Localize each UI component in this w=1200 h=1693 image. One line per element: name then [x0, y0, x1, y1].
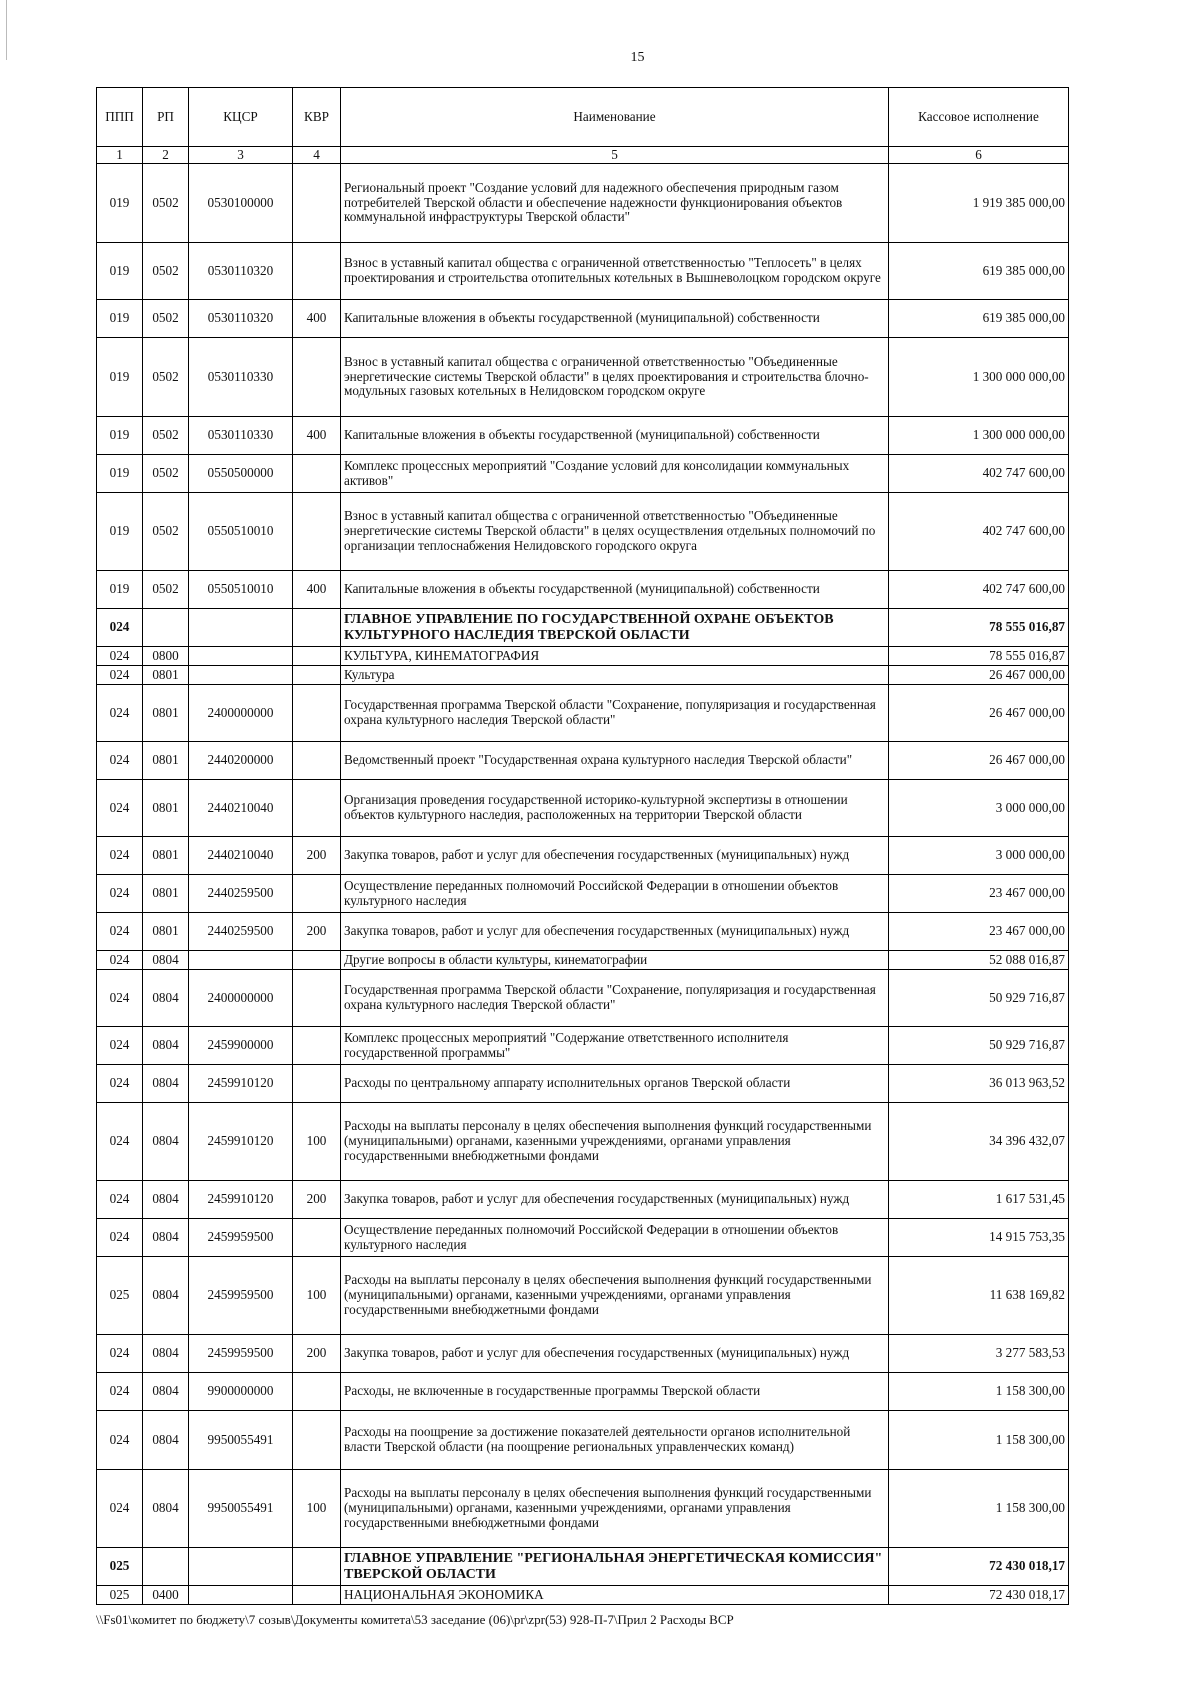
cell-ppp: 019	[97, 571, 143, 609]
table-row	[97, 1470, 1069, 1548]
table-row	[97, 417, 1069, 455]
cell-kcsr: 0530110320	[189, 243, 293, 300]
table-row	[97, 164, 1069, 243]
cell-kvr: 200	[293, 1335, 341, 1373]
table-body	[97, 164, 1069, 1605]
cell-kvr	[293, 875, 341, 913]
table-row	[97, 1219, 1069, 1257]
cell-ppp: 019	[97, 417, 143, 455]
cell-kcsr: 0530110320	[189, 300, 293, 338]
page-number: 15	[630, 50, 645, 65]
cell-amount: 26 467 000,00	[889, 742, 1069, 780]
cell-kcsr: 2400000000	[189, 970, 293, 1027]
cell-kcsr: 2459959500	[189, 1335, 293, 1373]
cell-kvr	[293, 164, 341, 243]
cell-amount: 619 385 000,00	[889, 243, 1069, 300]
cell-kvr	[293, 1548, 341, 1586]
cell-rp: 0804	[143, 1103, 189, 1181]
cell-kcsr	[189, 647, 293, 666]
cell-name: Закупка товаров, работ и услуг для обеспечения государственных (муниципальных) нужд	[341, 913, 889, 951]
cell-name: Осуществление переданных полномочий Российской Федерации в отношении объектов культурного наследия	[341, 1219, 889, 1257]
cell-rp	[143, 1548, 189, 1586]
cell-ppp: 024	[97, 970, 143, 1027]
cell-kcsr	[189, 666, 293, 685]
cell-name: Взнос в уставный капитал общества с ограниченной ответственностью "Объединенные энергетические системы Тверской области" в целях проектирования и строительства блочно-модульных газовых котельных в Нелидовском городском округе	[341, 338, 889, 417]
cell-ppp: 024	[97, 647, 143, 666]
cell-amount: 78 555 016,87	[889, 647, 1069, 666]
cell-ppp: 024	[97, 951, 143, 970]
cell-name: Государственная программа Тверской области "Сохранение, популяризация и государственная охрана культурного наследия Тверской области"	[341, 970, 889, 1027]
header-kvr: КВР	[293, 88, 341, 147]
cell-kcsr: 2459900000	[189, 1027, 293, 1065]
cell-rp: 0804	[143, 1219, 189, 1257]
cell-kcsr: 2459910120	[189, 1065, 293, 1103]
cell-kcsr: 2400000000	[189, 685, 293, 742]
cell-name: Государственная программа Тверской области "Сохранение, популяризация и государственная охрана культурного наследия Тверской области"	[341, 685, 889, 742]
cell-kcsr: 0530100000	[189, 164, 293, 243]
cell-ppp: 024	[97, 1335, 143, 1373]
expenditure-table	[96, 87, 1069, 1605]
cell-rp: 0502	[143, 164, 189, 243]
cell-name: ГЛАВНОЕ УПРАВЛЕНИЕ ПО ГОСУДАРСТВЕННОЙ ОХРАНЕ ОБЪЕКТОВ КУЛЬТУРНОГО НАСЛЕДИЯ ТВЕРСКОЙ ОБЛАСТИ	[341, 609, 889, 647]
cell-kvr: 200	[293, 913, 341, 951]
cell-kcsr: 9900000000	[189, 1373, 293, 1411]
cell-rp: 0502	[143, 243, 189, 300]
cell-kvr: 100	[293, 1257, 341, 1335]
header-name: Наименование	[341, 88, 889, 147]
cell-kvr: 400	[293, 571, 341, 609]
cell-ppp: 024	[97, 1181, 143, 1219]
cell-kvr	[293, 455, 341, 493]
cell-rp: 0502	[143, 338, 189, 417]
table-row	[97, 970, 1069, 1027]
table-row	[97, 1586, 1069, 1605]
cell-rp: 0804	[143, 1335, 189, 1373]
table-row	[97, 243, 1069, 300]
cell-amount: 1 158 300,00	[889, 1373, 1069, 1411]
header-row	[97, 88, 1069, 147]
cell-ppp: 019	[97, 164, 143, 243]
cell-name: Другие вопросы в области культуры, кинематографии	[341, 951, 889, 970]
footer-file-path: \\Fs01\комитет по бюджету\7 созыв\Документы комитета\53 заседание (06)\pr\zpr(53) 928-П-7\Прил 2 Расходы ВСР	[96, 1612, 734, 1627]
cell-name: Региональный проект "Создание условий для надежного обеспечения природным газом потребителей Тверской области и обеспечение надежности функционирования объектов коммунальной инфраструктуры Тверской области"	[341, 164, 889, 243]
cell-amount: 72 430 018,17	[889, 1548, 1069, 1586]
cell-amount: 402 747 600,00	[889, 493, 1069, 571]
cell-kvr: 400	[293, 417, 341, 455]
cell-rp: 0804	[143, 1065, 189, 1103]
cell-rp: 0400	[143, 1586, 189, 1605]
cell-amount: 34 396 432,07	[889, 1103, 1069, 1181]
cell-amount: 3 277 583,53	[889, 1335, 1069, 1373]
cell-amount: 619 385 000,00	[889, 300, 1069, 338]
cell-ppp: 024	[97, 1065, 143, 1103]
cell-kvr	[293, 666, 341, 685]
table-row	[97, 1548, 1069, 1586]
cell-name: Культура	[341, 666, 889, 685]
cell-name: Капитальные вложения в объекты государственной (муниципальной) собственности	[341, 417, 889, 455]
cell-kvr	[293, 647, 341, 666]
cell-kcsr: 9950055491	[189, 1411, 293, 1470]
cell-ppp: 025	[97, 1257, 143, 1335]
cell-ppp: 024	[97, 780, 143, 837]
cell-kvr	[293, 493, 341, 571]
cell-ppp: 019	[97, 338, 143, 417]
cell-name: Закупка товаров, работ и услуг для обеспечения государственных (муниципальных) нужд	[341, 1181, 889, 1219]
cell-name: Осуществление переданных полномочий Российской Федерации в отношении объектов культурного наследия	[341, 875, 889, 913]
cell-rp: 0804	[143, 1257, 189, 1335]
cell-ppp: 024	[97, 1027, 143, 1065]
cell-ppp: 024	[97, 666, 143, 685]
cell-ppp: 025	[97, 1586, 143, 1605]
cell-rp: 0804	[143, 1181, 189, 1219]
cell-rp: 0801	[143, 742, 189, 780]
cell-amount: 402 747 600,00	[889, 571, 1069, 609]
cell-kcsr	[189, 1548, 293, 1586]
table-row	[97, 1027, 1069, 1065]
cell-kcsr: 0550510010	[189, 571, 293, 609]
cell-kvr	[293, 1027, 341, 1065]
column-index: 5	[341, 147, 889, 164]
cell-kcsr: 0530110330	[189, 338, 293, 417]
column-index: 1	[97, 147, 143, 164]
cell-kvr	[293, 338, 341, 417]
cell-name: Комплекс процессных мероприятий "Создание условий для консолидации коммунальных активов"	[341, 455, 889, 493]
cell-kcsr: 2459910120	[189, 1181, 293, 1219]
cell-kcsr: 2459959500	[189, 1219, 293, 1257]
cell-rp: 0502	[143, 571, 189, 609]
cell-name: Взнос в уставный капитал общества с ограниченной ответственностью "Теплосеть" в целях проектирования и строительства отопительных котельных в Вышневолоцком городском округе	[341, 243, 889, 300]
cell-amount: 52 088 016,87	[889, 951, 1069, 970]
cell-amount: 402 747 600,00	[889, 455, 1069, 493]
cell-name: Расходы на выплаты персоналу в целях обеспечения выполнения функций государственными (муниципальными) органами, казенными учреждениями, органами управления государственными внебюджетными фондами	[341, 1257, 889, 1335]
table-row	[97, 1257, 1069, 1335]
cell-kvr	[293, 1586, 341, 1605]
cell-rp: 0502	[143, 493, 189, 571]
table-row	[97, 666, 1069, 685]
header-ppp: ППП	[97, 88, 143, 147]
table-row	[97, 1103, 1069, 1181]
table-row	[97, 1065, 1069, 1103]
cell-rp: 0801	[143, 913, 189, 951]
cell-name: НАЦИОНАЛЬНАЯ ЭКОНОМИКА	[341, 1586, 889, 1605]
cell-amount: 26 467 000,00	[889, 666, 1069, 685]
cell-name: Закупка товаров, работ и услуг для обеспечения государственных (муниципальных) нужд	[341, 1335, 889, 1373]
cell-kcsr: 2440259500	[189, 875, 293, 913]
cell-rp: 0801	[143, 875, 189, 913]
cell-kvr: 200	[293, 837, 341, 875]
cell-kvr	[293, 1411, 341, 1470]
cell-name: Расходы, не включенные в государственные программы Тверской области	[341, 1373, 889, 1411]
cell-rp: 0502	[143, 300, 189, 338]
table-row	[97, 1373, 1069, 1411]
header-kcsr: КЦСР	[189, 88, 293, 147]
cell-amount: 1 919 385 000,00	[889, 164, 1069, 243]
cell-ppp: 019	[97, 300, 143, 338]
column-index-row	[97, 147, 1069, 164]
column-index: 6	[889, 147, 1069, 164]
cell-amount: 1 300 000 000,00	[889, 338, 1069, 417]
table-row	[97, 780, 1069, 837]
cell-kvr	[293, 951, 341, 970]
cell-ppp: 024	[97, 685, 143, 742]
cell-name: Капитальные вложения в объекты государственной (муниципальной) собственности	[341, 300, 889, 338]
cell-amount: 14 915 753,35	[889, 1219, 1069, 1257]
cell-rp: 0804	[143, 970, 189, 1027]
cell-kcsr	[189, 609, 293, 647]
cell-rp	[143, 609, 189, 647]
cell-kcsr: 0530110330	[189, 417, 293, 455]
cell-kcsr: 0550500000	[189, 455, 293, 493]
table-row	[97, 609, 1069, 647]
table-row	[97, 742, 1069, 780]
cell-ppp: 024	[97, 837, 143, 875]
table-row	[97, 493, 1069, 571]
cell-name: Расходы на выплаты персоналу в целях обеспечения выполнения функций государственными (муниципальными) органами, казенными учреждениями, органами управления государственными внебюджетными фондами	[341, 1103, 889, 1181]
cell-ppp: 025	[97, 1548, 143, 1586]
cell-rp: 0502	[143, 417, 189, 455]
cell-kcsr: 2440210040	[189, 837, 293, 875]
table-row	[97, 300, 1069, 338]
cell-kvr: 200	[293, 1181, 341, 1219]
cell-rp: 0801	[143, 685, 189, 742]
header-amount: Кассовое исполнение	[889, 88, 1069, 147]
cell-rp: 0801	[143, 837, 189, 875]
table-row	[97, 1411, 1069, 1470]
cell-ppp: 019	[97, 243, 143, 300]
cell-ppp: 024	[97, 1470, 143, 1548]
cell-amount: 3 000 000,00	[889, 780, 1069, 837]
cell-ppp: 019	[97, 493, 143, 571]
cell-ppp: 024	[97, 1411, 143, 1470]
cell-rp: 0804	[143, 1373, 189, 1411]
cell-rp: 0804	[143, 1470, 189, 1548]
cell-kvr	[293, 970, 341, 1027]
cell-kcsr	[189, 951, 293, 970]
cell-kcsr: 9950055491	[189, 1470, 293, 1548]
cell-amount: 50 929 716,87	[889, 1027, 1069, 1065]
cell-name: Расходы по центральному аппарату исполнительных органов Тверской области	[341, 1065, 889, 1103]
column-index: 3	[189, 147, 293, 164]
cell-amount: 1 158 300,00	[889, 1470, 1069, 1548]
cell-kvr	[293, 1219, 341, 1257]
cell-name: Ведомственный проект "Государственная охрана культурного наследия Тверской области"	[341, 742, 889, 780]
cell-amount: 11 638 169,82	[889, 1257, 1069, 1335]
table-row	[97, 1335, 1069, 1373]
cell-kvr: 100	[293, 1470, 341, 1548]
cell-ppp: 024	[97, 875, 143, 913]
cell-kvr	[293, 243, 341, 300]
cell-amount: 23 467 000,00	[889, 875, 1069, 913]
cell-amount: 23 467 000,00	[889, 913, 1069, 951]
cell-rp: 0804	[143, 1411, 189, 1470]
cell-kcsr: 2440259500	[189, 913, 293, 951]
cell-amount: 36 013 963,52	[889, 1065, 1069, 1103]
cell-kvr	[293, 609, 341, 647]
cell-name: Организация проведения государственной историко-культурной экспертизы в отношении объектов культурного наследия, расположенных на территории Тверской области	[341, 780, 889, 837]
cell-name: Комплекс процессных мероприятий "Содержание ответственного исполнителя государственной программы"	[341, 1027, 889, 1065]
cell-rp: 0801	[143, 666, 189, 685]
header-rp: РП	[143, 88, 189, 147]
table-row	[97, 455, 1069, 493]
cell-kvr	[293, 1065, 341, 1103]
table-row	[97, 875, 1069, 913]
cell-name: КУЛЬТУРА, КИНЕМАТОГРАФИЯ	[341, 647, 889, 666]
cell-ppp: 024	[97, 1373, 143, 1411]
cell-kcsr: 0550510010	[189, 493, 293, 571]
cell-kvr: 100	[293, 1103, 341, 1181]
cell-ppp: 024	[97, 742, 143, 780]
cell-kcsr: 2440210040	[189, 780, 293, 837]
cell-kvr	[293, 1373, 341, 1411]
table-row	[97, 338, 1069, 417]
cell-kcsr: 2440200000	[189, 742, 293, 780]
cell-name: Расходы на поощрение за достижение показателей деятельности органов исполнительной власти Тверской области (на поощрение региональных управленческих команд)	[341, 1411, 889, 1470]
cell-amount: 26 467 000,00	[889, 685, 1069, 742]
cell-amount: 1 300 000 000,00	[889, 417, 1069, 455]
table-row	[97, 1181, 1069, 1219]
cell-amount: 78 555 016,87	[889, 609, 1069, 647]
cell-ppp: 024	[97, 1219, 143, 1257]
column-index: 2	[143, 147, 189, 164]
table-row	[97, 647, 1069, 666]
cell-rp: 0804	[143, 951, 189, 970]
table-row	[97, 837, 1069, 875]
cell-name: Расходы на выплаты персоналу в целях обеспечения выполнения функций государственными (муниципальными) органами, казенными учреждениями, органами управления государственными внебюджетными фондами	[341, 1470, 889, 1548]
cell-amount: 50 929 716,87	[889, 970, 1069, 1027]
cell-name: Закупка товаров, работ и услуг для обеспечения государственных (муниципальных) нужд	[341, 837, 889, 875]
cell-name: ГЛАВНОЕ УПРАВЛЕНИЕ "РЕГИОНАЛЬНАЯ ЭНЕРГЕТИЧЕСКАЯ КОМИССИЯ" ТВЕРСКОЙ ОБЛАСТИ	[341, 1548, 889, 1586]
cell-rp: 0801	[143, 780, 189, 837]
cell-kcsr: 2459910120	[189, 1103, 293, 1181]
cell-kvr	[293, 780, 341, 837]
table-row	[97, 951, 1069, 970]
cell-kvr: 400	[293, 300, 341, 338]
column-index: 4	[293, 147, 341, 164]
cell-rp: 0502	[143, 455, 189, 493]
cell-ppp: 024	[97, 913, 143, 951]
cell-kvr	[293, 685, 341, 742]
cell-name: Взнос в уставный капитал общества с ограниченной ответственностью "Объединенные энергетические системы Тверской области" в целях осуществления отдельных полномочий по организации теплоснабжения Нелидовского городского округа	[341, 493, 889, 571]
table-row	[97, 571, 1069, 609]
cell-kvr	[293, 742, 341, 780]
cell-ppp: 019	[97, 455, 143, 493]
cell-ppp: 024	[97, 609, 143, 647]
table-row	[97, 913, 1069, 951]
table-row	[97, 685, 1069, 742]
cell-rp: 0800	[143, 647, 189, 666]
cell-amount: 72 430 018,17	[889, 1586, 1069, 1605]
cell-kcsr	[189, 1586, 293, 1605]
cell-amount: 1 617 531,45	[889, 1181, 1069, 1219]
cell-name: Капитальные вложения в объекты государственной (муниципальной) собственности	[341, 571, 889, 609]
cell-ppp: 024	[97, 1103, 143, 1181]
cell-rp: 0804	[143, 1027, 189, 1065]
cell-kcsr: 2459959500	[189, 1257, 293, 1335]
cell-amount: 3 000 000,00	[889, 837, 1069, 875]
cell-amount: 1 158 300,00	[889, 1411, 1069, 1470]
